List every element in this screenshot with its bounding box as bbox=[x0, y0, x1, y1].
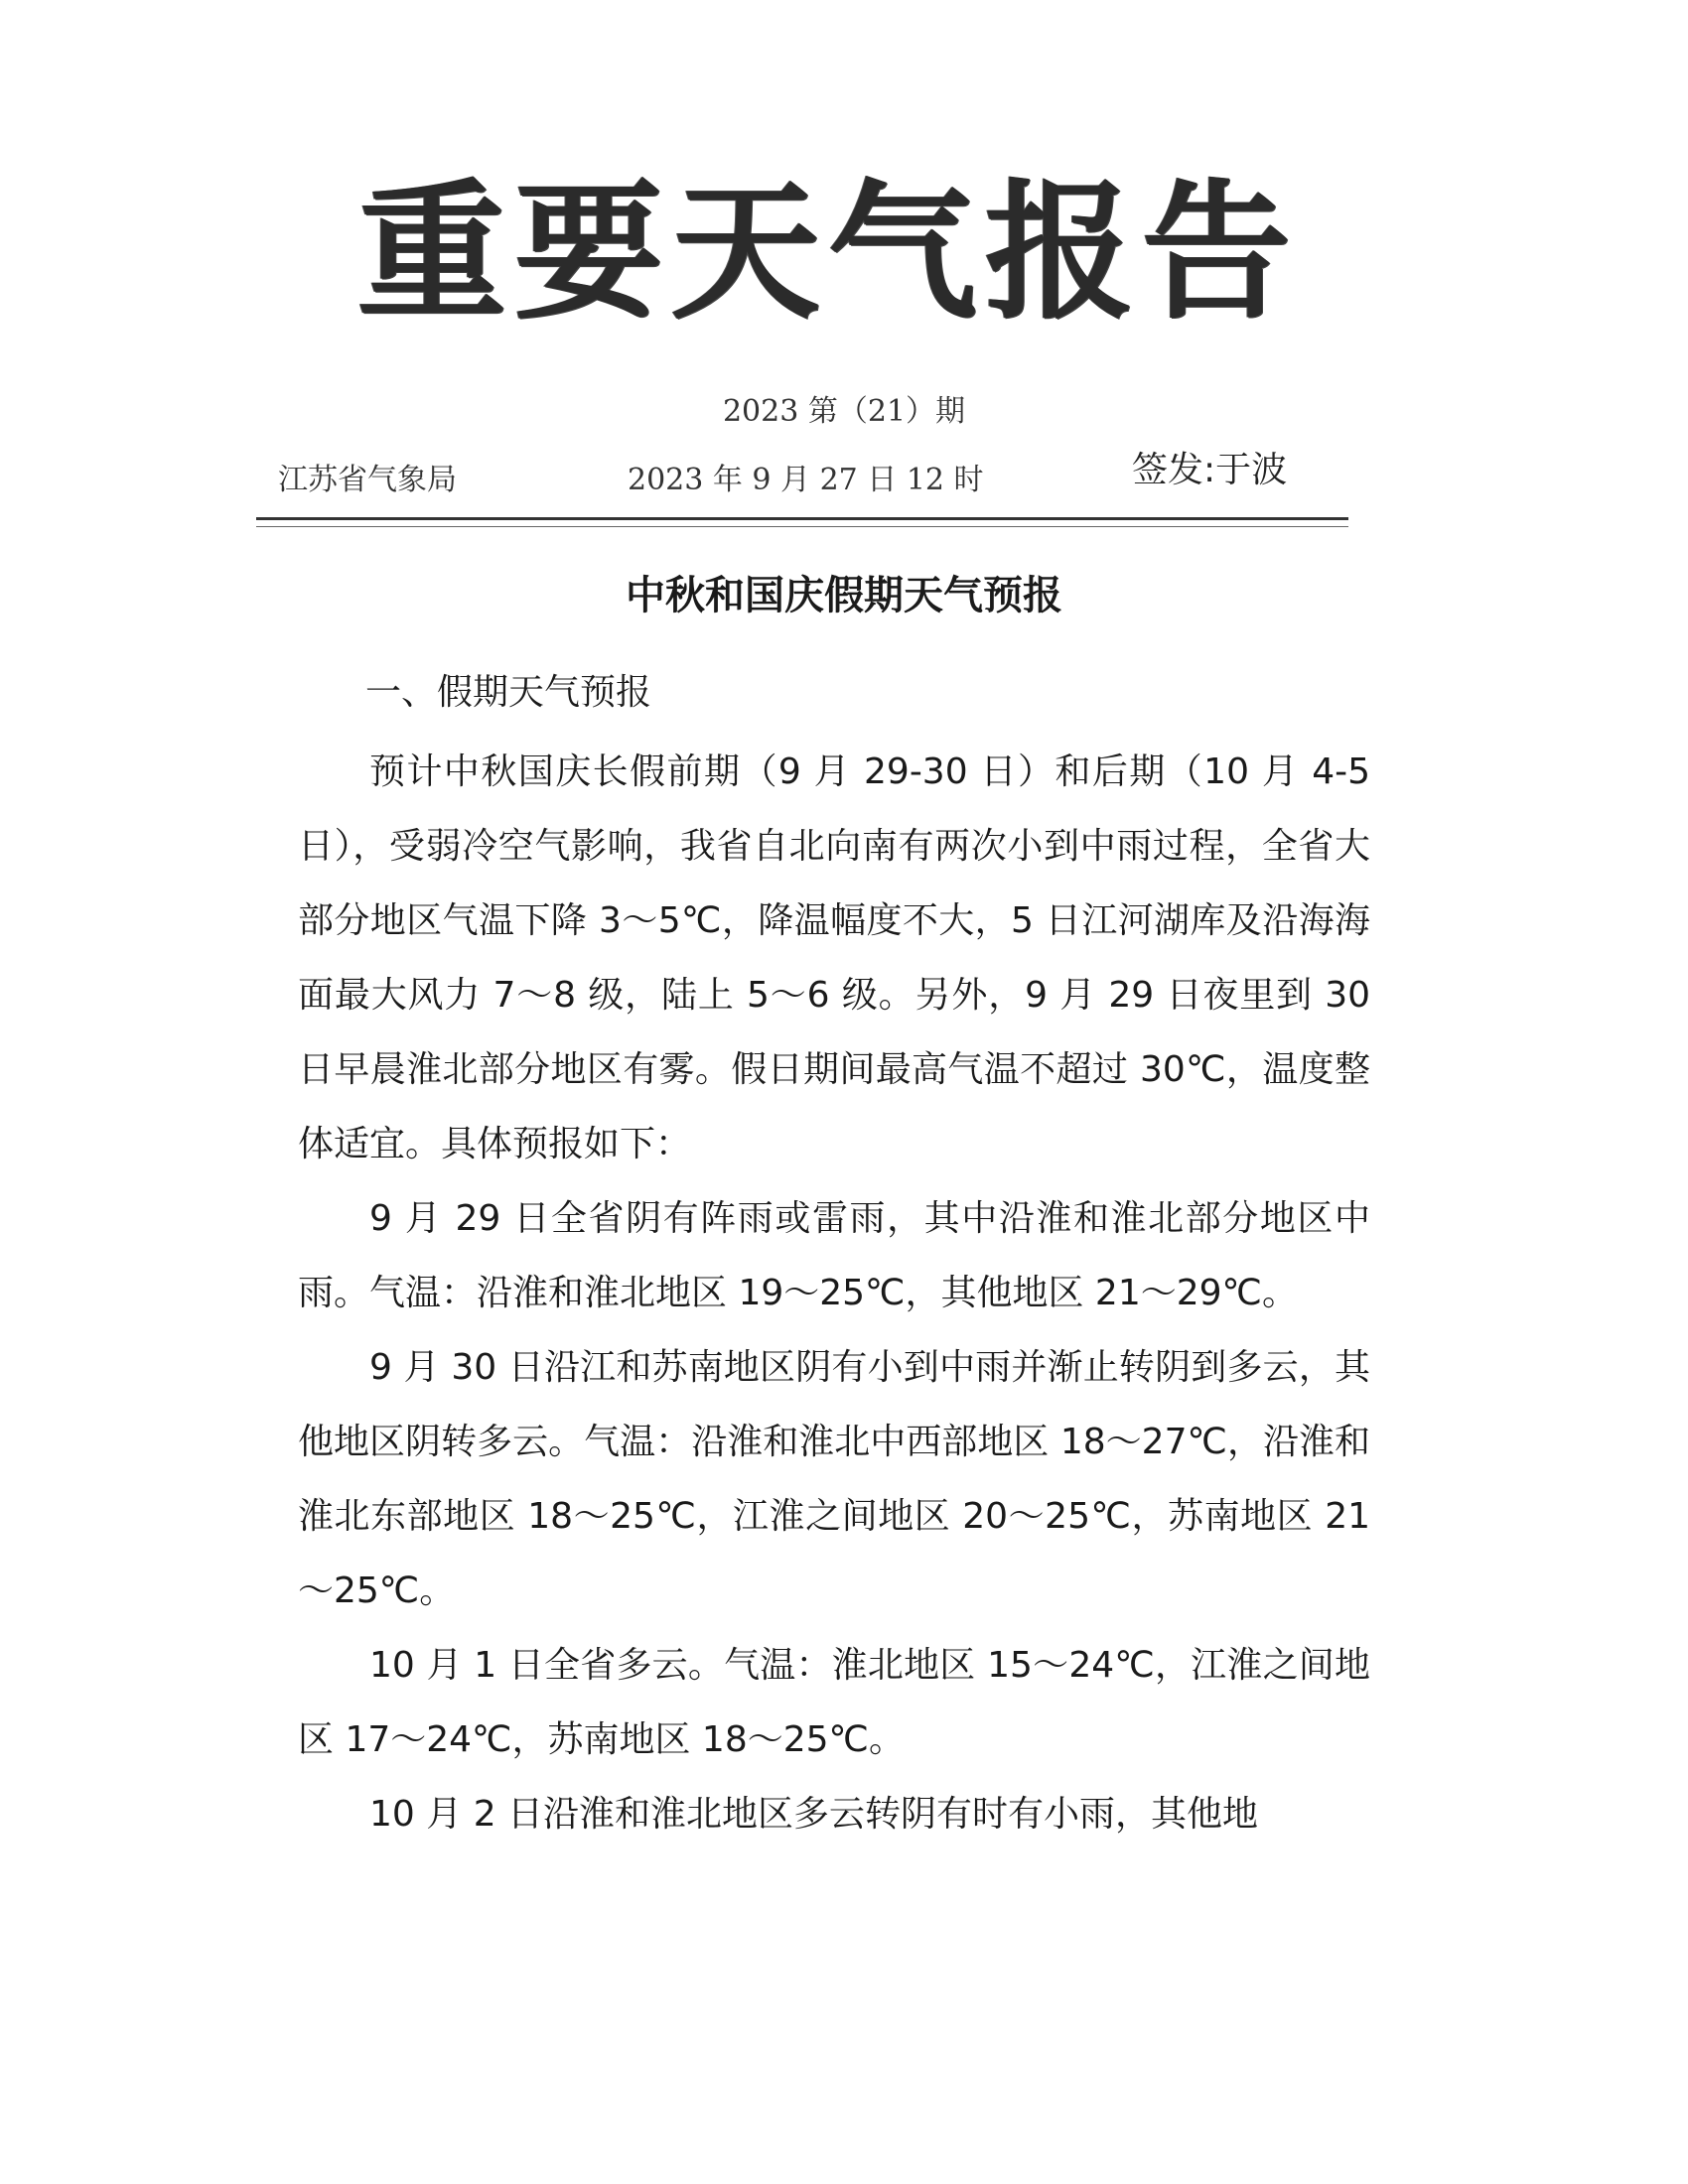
document-title: 中秋和国庆假期天气预报 bbox=[626, 573, 1062, 618]
document-body bbox=[298, 735, 1370, 1851]
signatory: 签发:于波 bbox=[1132, 450, 1288, 490]
header-divider bbox=[256, 517, 1348, 527]
paragraph-oct-1: 10 月 1 日全省多云。气温：淮北地区 15～24℃，江淮之间地区 17～24℃，苏南地区 18～25℃。 bbox=[298, 1645, 1370, 1760]
paragraph-overview: 预计中秋国庆长假前期（9 月 29-30 日）和后期（10 月 4-5 日），受弱冷空气影响，我省自北向南有两次小到中雨过程，全省大部分地区气温下降 3～5℃，降温幅度不大，5 日江河湖库及沿海海面最大风力 7～8 级，陆上 5～6 级。另外，9 月 29 日夜里到 30 日早晨淮北部分地区有雾。假日期间最高气温不超过 30℃，温度整体适宜。具体预报如下： bbox=[298, 751, 1370, 1164]
paragraph-oct-2: 10 月 2 日沿淮和淮北地区多云转阴有时有小雨，其他地 bbox=[369, 1794, 1259, 1835]
masthead-title: 重要天气报告 bbox=[357, 167, 1300, 340]
paragraph-sep-30: 9 月 30 日沿江和苏南地区阴有小到中雨并渐止转阴到多云，其他地区阴转多云。气温：沿淮和淮北中西部地区 18～27℃，沿淮和淮北东部地区 18～25℃，江淮之间地区 20～25℃，苏南地区 21～25℃。 bbox=[298, 1347, 1370, 1611]
paragraph-sep-29: 9 月 29 日全省阴有阵雨或雷雨，其中沿淮和淮北部分地区中雨。气温：沿淮和淮北地区 19～25℃，其他地区 21～29℃。 bbox=[298, 1198, 1370, 1313]
issue-number: 2023 第（21）期 bbox=[722, 394, 966, 429]
issue-date: 2023 年 9 月 27 日 12 时 bbox=[628, 463, 984, 497]
issuing-organization: 江苏省气象局 bbox=[278, 463, 457, 497]
section-heading: 一、假期天气预报 bbox=[365, 672, 652, 713]
